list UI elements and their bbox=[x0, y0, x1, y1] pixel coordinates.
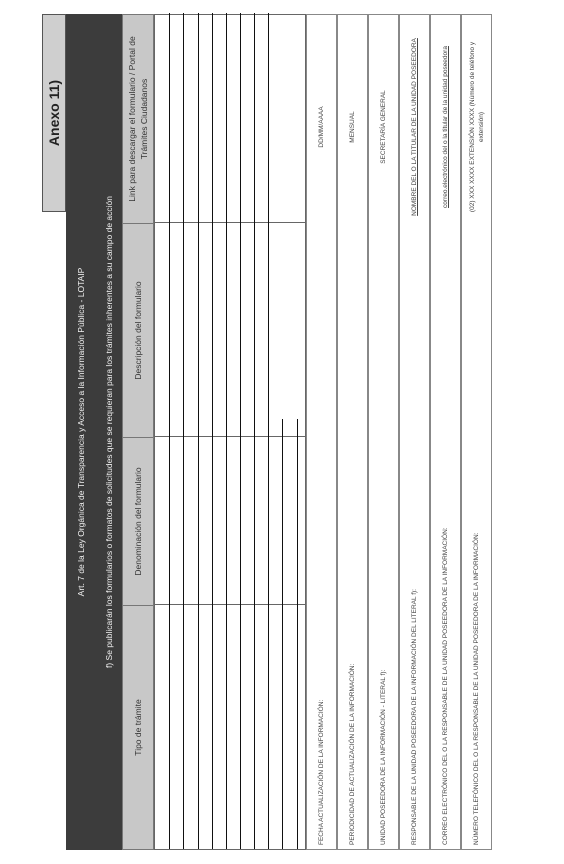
table-row-line bbox=[198, 13, 199, 849]
law-title: Art. 7 de la Ley Orgánica de Transparencia y Acceso a la Información Pública - LOTAIP bbox=[76, 267, 86, 597]
table-row-line bbox=[254, 13, 255, 849]
footer-value: NOMBRE DEL O LA TITULAR DE LA UNIDAD POSEEDORA bbox=[411, 38, 418, 216]
footer-row-telefono bbox=[461, 14, 492, 850]
footer-label: UNIDAD POSEEDORA DE LA INFORMACIÓN - LITERAL f): bbox=[380, 669, 387, 845]
footer-row-unidad bbox=[368, 14, 399, 850]
column-divider bbox=[155, 222, 305, 223]
footer-row-fecha bbox=[306, 14, 337, 850]
table-row-line bbox=[226, 13, 227, 849]
footer-row-responsable bbox=[399, 14, 430, 850]
footer-label: NÚMERO TELEFÓNICO DEL O LA RESPONSABLE DE LA UNIDAD POSEEDORA DE LA INFORMACIÓN: bbox=[473, 532, 480, 845]
footer-label: PERIODICIDAD DE ACTUALIZACIÓN DE LA INFORMACIÓN: bbox=[349, 663, 356, 845]
rotated-sheet bbox=[42, 14, 554, 850]
table-row-line bbox=[183, 13, 184, 849]
footer-row-correo bbox=[430, 14, 461, 850]
section-title-band bbox=[96, 14, 122, 850]
footer-label: FECHA ACTUALIZACIÓN DE LA INFORMACIÓN: bbox=[318, 699, 325, 845]
header-denominacion: Denominación del formulario bbox=[123, 437, 153, 605]
footer-value: SECRETARÍA GENERAL bbox=[380, 90, 387, 164]
annex-header bbox=[42, 14, 66, 850]
table-row-line bbox=[282, 419, 283, 849]
header-tipo-tramite: Tipo de trámite bbox=[123, 605, 153, 849]
empty-form-table bbox=[154, 14, 306, 850]
footer-label: CORREO ELECTRÓNICO DEL O LA RESPONSABLE DE LA UNIDAD POSEEDORA DE LA INFORMACIÓN: bbox=[442, 527, 449, 845]
table-row-line bbox=[240, 13, 241, 849]
header-link-formulario: Link para descargar el formulario / Portal de Trámites Ciudadanos bbox=[123, 15, 153, 223]
table-row-line bbox=[268, 13, 269, 849]
table-row-line bbox=[297, 419, 298, 849]
footer-row-periodicidad bbox=[337, 14, 368, 850]
footer-value: (02) XXX XXXX EXTENSIÓN XXXX (Número de teléfono y extensión) bbox=[468, 41, 485, 213]
footer-value: MENSUAL bbox=[349, 111, 356, 143]
footer-value: DD/MM/AAAA bbox=[318, 106, 325, 148]
annex-title: Anexo 11) bbox=[42, 14, 66, 212]
footer-label: RESPONSABLE DE LA UNIDAD POSEEDORA DE LA INFORMACIÓN DEL LITERAL f): bbox=[411, 589, 418, 845]
table-header-row bbox=[122, 14, 154, 850]
section-title: f) Se publicarán los formularios o formatos de solicitudes que se requieran para los trámites inherentes a su campo de acción bbox=[104, 196, 114, 668]
table-row-line bbox=[169, 13, 170, 849]
table-row-line bbox=[212, 13, 213, 849]
header-descripcion: Descripción del formulario bbox=[123, 223, 153, 437]
law-title-band bbox=[66, 14, 96, 850]
footer-value: correo.electrónico del o la titular de la unidad poseedora bbox=[442, 46, 449, 208]
